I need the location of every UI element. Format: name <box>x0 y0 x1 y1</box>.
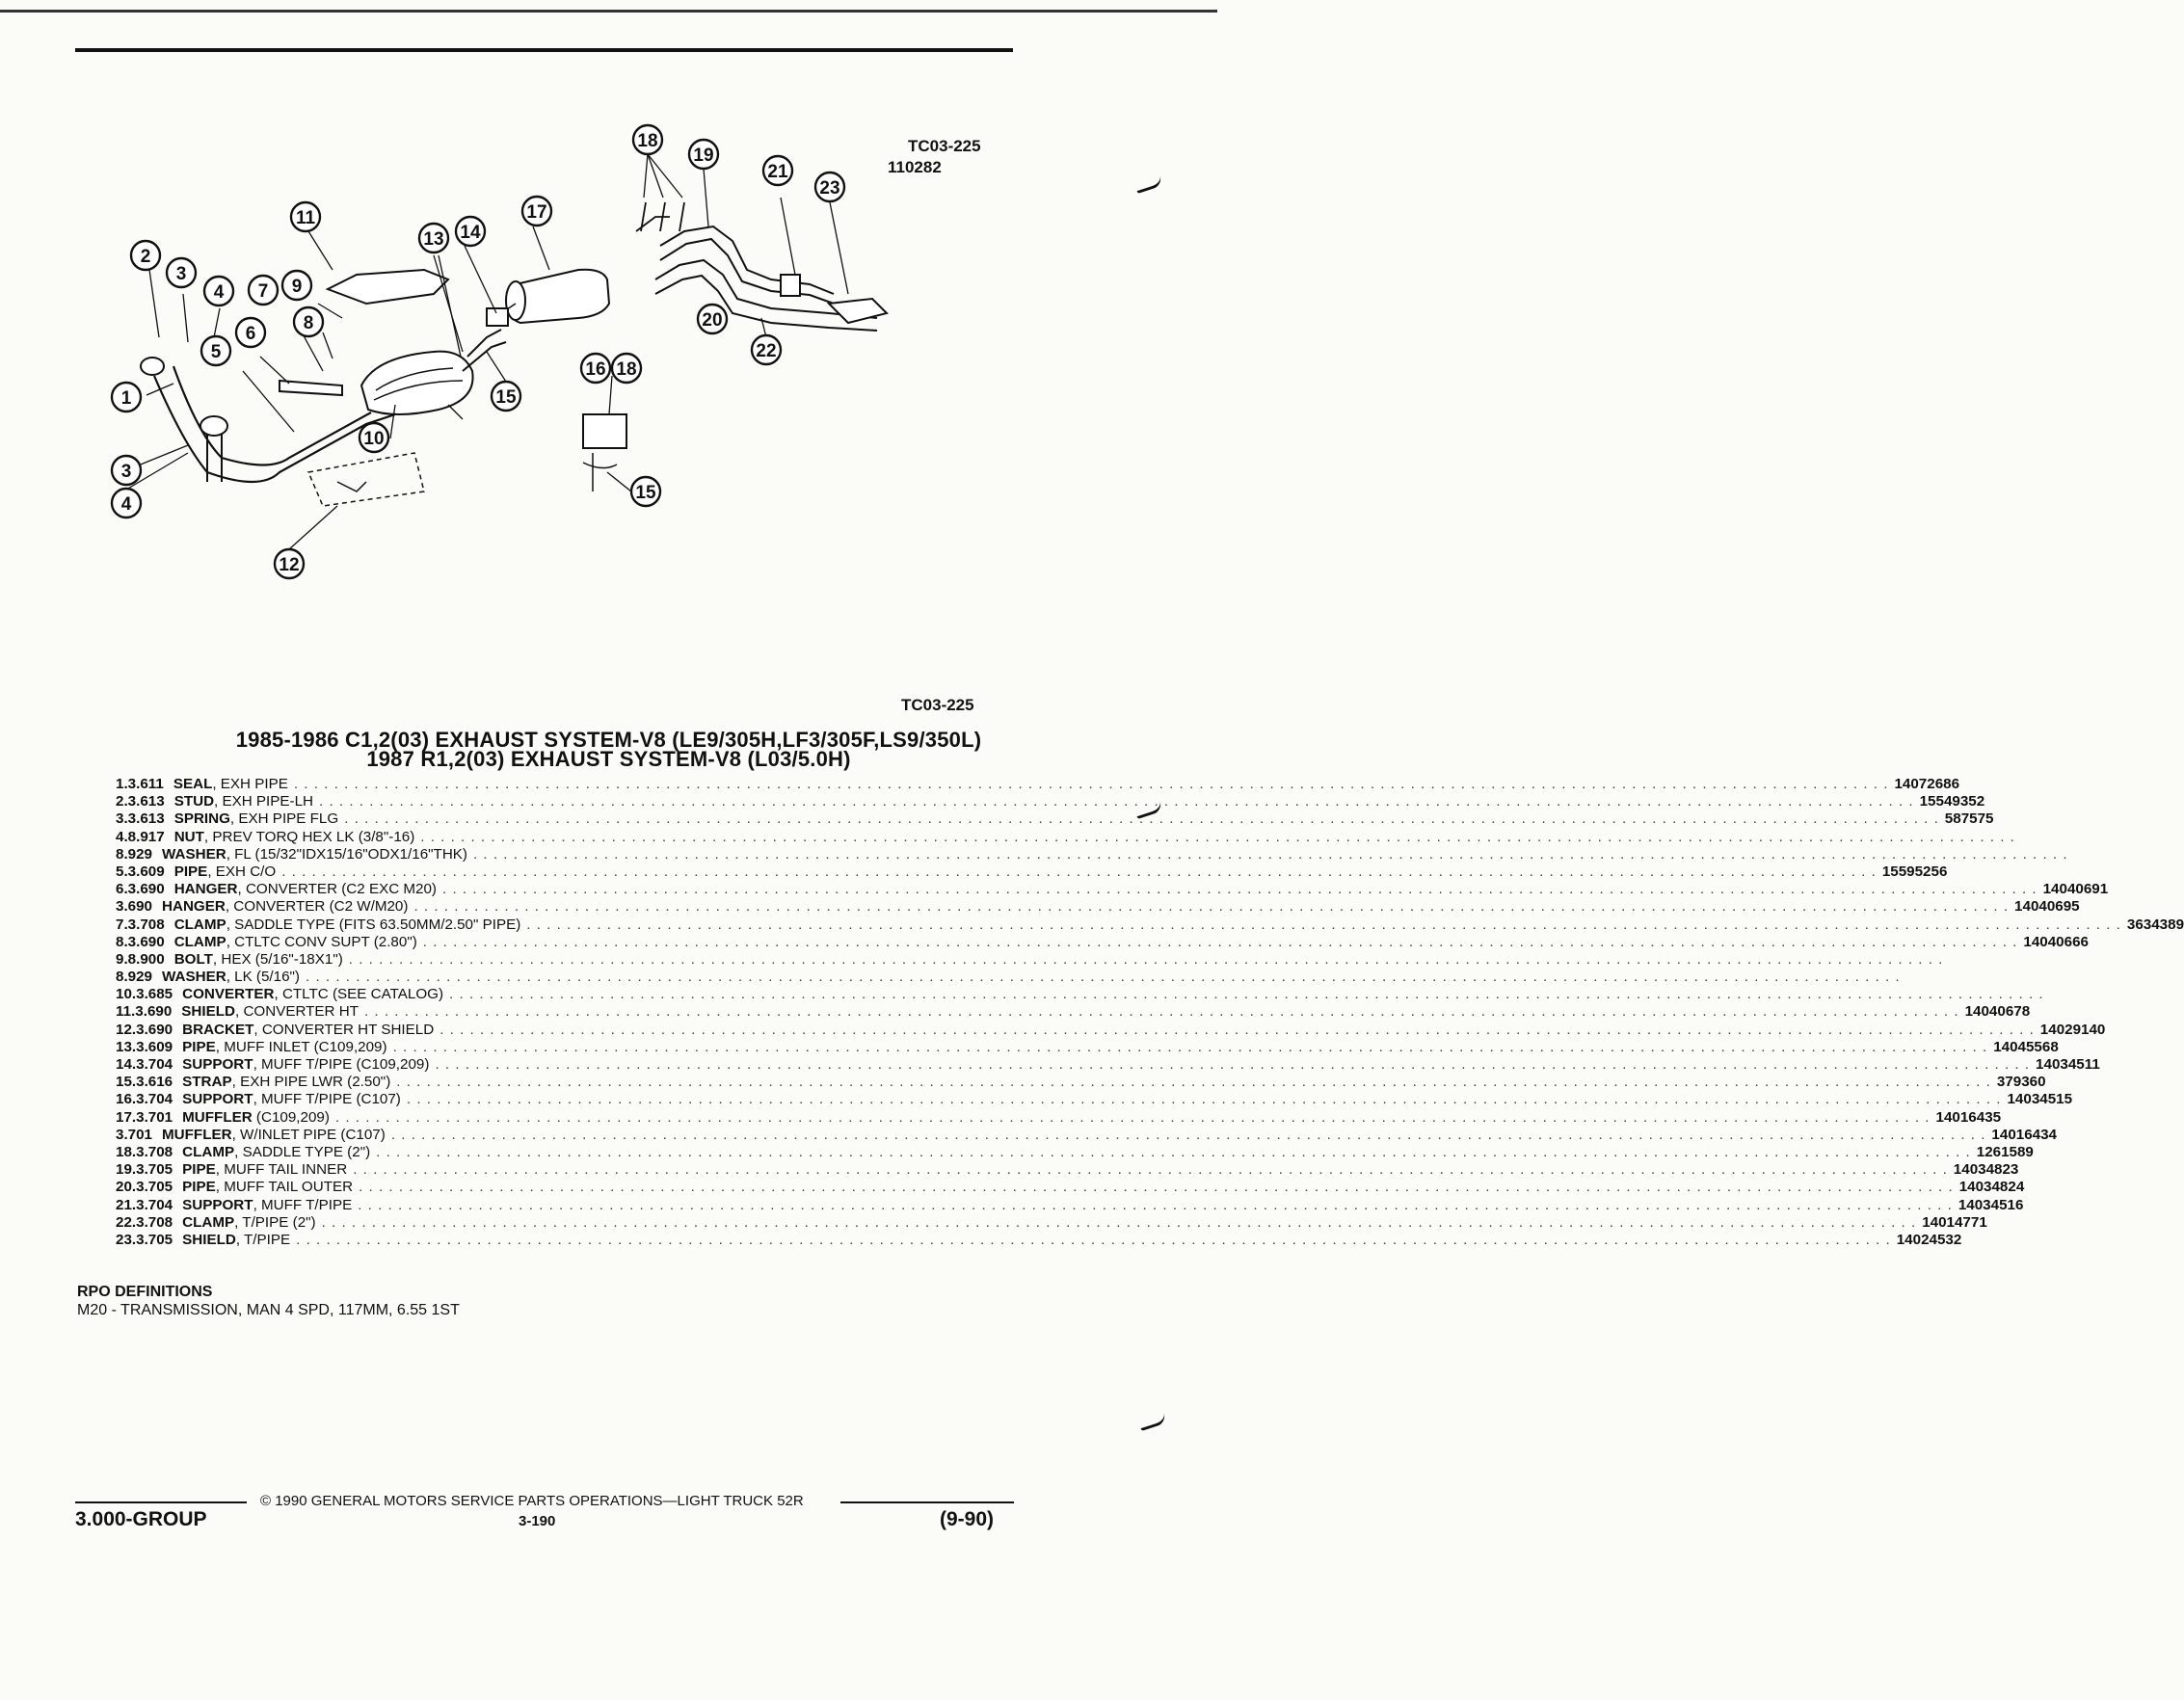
part-detail: , W/INLET PIPE (C107) <box>231 1126 386 1143</box>
svg-text:18: 18 <box>616 359 637 380</box>
item-number: 18. <box>116 1143 137 1160</box>
item-number: 11. <box>116 1003 136 1021</box>
part-row <box>116 898 2080 916</box>
callout-19 <box>689 140 718 169</box>
group-number: 3.701 <box>136 1108 173 1126</box>
leader-dots <box>313 793 1920 810</box>
part-description <box>173 776 288 793</box>
part-number: 14034824 <box>1958 1179 2025 1196</box>
part-name: SHIELD <box>181 1003 235 1021</box>
part-detail: (C109,209) <box>252 1108 330 1126</box>
callout-7-top <box>249 276 278 305</box>
callout-18-top <box>633 125 662 154</box>
saddle-clamp-18 <box>636 202 684 231</box>
part-description <box>162 1127 386 1144</box>
part-name: CLAMP <box>173 933 226 950</box>
part-detail: , MUFF T/PIPE (C107) <box>253 1091 401 1108</box>
group-number: 8.929 <box>116 845 153 863</box>
group-number: 3.609 <box>136 1038 173 1055</box>
part-name: NUT <box>173 828 204 845</box>
part-detail: , MUFF TAIL INNER <box>215 1161 348 1179</box>
part-name: BRACKET <box>182 1021 254 1038</box>
part-row <box>116 933 2089 951</box>
part-detail: , CTLTC (SEE CATALOG) <box>274 986 444 1003</box>
part-row <box>116 969 1020 986</box>
catalog-title-2: 1987 R1,2(03) EXHAUST SYSTEM-V8 (L03/5.0H) <box>366 747 851 771</box>
part-name: SHIELD <box>182 1231 236 1248</box>
part-number: 14029140 <box>2039 1021 2106 1038</box>
part-description <box>182 1109 330 1127</box>
part-name: CLAMP <box>182 1213 235 1231</box>
group-number: 3.704 <box>136 1196 173 1213</box>
part-name: PIPE <box>173 863 208 880</box>
part-description <box>182 1232 290 1249</box>
part-detail: , CONVERTER (C2 EXC M20) <box>237 881 437 898</box>
group-number: 8.917 <box>127 828 165 845</box>
item-number: 21. <box>116 1196 137 1213</box>
part-description <box>182 1214 315 1232</box>
svg-text:17: 17 <box>526 202 547 223</box>
part-name: BOLT <box>173 950 213 968</box>
muffler-inlet-pipe <box>463 330 506 371</box>
callout-12 <box>275 549 304 578</box>
group-number: 3.609 <box>127 863 165 880</box>
callout-23 <box>815 173 844 201</box>
part-number: 587575 <box>1944 810 1994 828</box>
part-name: HANGER <box>162 898 226 916</box>
part-number: 14024532 <box>1896 1231 1962 1248</box>
callout-14 <box>456 217 485 246</box>
leader-dots <box>417 934 2024 951</box>
svg-text:3: 3 <box>175 264 187 284</box>
group-number: 3.704 <box>136 1091 173 1108</box>
svg-text:7: 7 <box>257 281 269 302</box>
figure-date-code: 110282 <box>888 158 942 176</box>
part-description <box>174 881 437 898</box>
svg-text:2: 2 <box>140 247 151 267</box>
part-description <box>174 916 521 934</box>
part-description <box>182 1161 347 1179</box>
part-detail: , CONVERTER HT <box>235 1003 359 1021</box>
svg-text:20: 20 <box>702 310 723 331</box>
part-description <box>182 1056 429 1074</box>
part-detail: , EXH PIPE LWR (2.50") <box>231 1074 391 1091</box>
part-number: 14040695 <box>2014 898 2080 916</box>
svg-text:4: 4 <box>213 282 225 303</box>
part-description <box>174 829 415 846</box>
part-name: CONVERTER <box>182 986 275 1003</box>
part-detail: , PREV TORQ HEX LK (3/8"-16) <box>203 828 415 845</box>
item-number: 4. <box>116 828 128 845</box>
part-detail: , FL (15/32"IDX15/16"ODX1/16"THK) <box>226 845 467 863</box>
group-number: 3.705 <box>136 1161 173 1179</box>
item-number: 5. <box>116 863 128 880</box>
part-row <box>116 1126 2057 1144</box>
part-number: 15549352 <box>1919 793 1985 810</box>
leader-dots <box>520 916 2127 934</box>
item-number: 23. <box>116 1231 137 1248</box>
callout-4-bottom <box>112 489 141 518</box>
svg-text:1: 1 <box>120 388 132 409</box>
leader-dots <box>429 1056 2036 1074</box>
part-row <box>116 810 1994 828</box>
svg-text:6: 6 <box>245 324 256 344</box>
part-description <box>182 986 443 1003</box>
part-name: MUFFLER <box>182 1108 253 1126</box>
part-name: CLAMP <box>173 916 226 933</box>
part-number: 14034515 <box>2007 1091 2073 1108</box>
callout-4-top <box>204 277 233 305</box>
group-number: 3.690 <box>136 1021 173 1038</box>
part-row <box>116 1038 2059 1056</box>
part-row <box>116 1074 2046 1091</box>
part-description <box>182 1022 434 1039</box>
part-detail: , CONVERTER HT SHIELD <box>253 1021 435 1038</box>
item-number: 1. <box>116 776 128 792</box>
group-number: 3.705 <box>136 1179 173 1196</box>
leader-dots <box>387 1039 1994 1056</box>
part-row <box>116 1143 2034 1161</box>
svg-text:3: 3 <box>120 462 132 482</box>
part-name: SPRING <box>173 810 230 828</box>
part-description <box>182 1179 353 1196</box>
part-detail: , EXH PIPE FLG <box>229 810 339 828</box>
leader-dots <box>276 863 1882 881</box>
svg-text:19: 19 <box>693 146 714 166</box>
leader-dots <box>330 1109 1936 1127</box>
converter-heat-shield <box>328 270 448 304</box>
part-description <box>174 863 277 881</box>
item-number: 2. <box>116 793 128 810</box>
leader-dots <box>467 846 2074 863</box>
part-row <box>116 951 1020 969</box>
part-number: 3634389 <box>2126 916 2184 933</box>
callout-5 <box>201 336 230 365</box>
part-row <box>116 793 1985 810</box>
part-name: SEAL <box>173 776 213 792</box>
part-name: PIPE <box>182 1161 216 1179</box>
callout-15-bottom <box>631 477 660 506</box>
item-number: 20. <box>116 1179 137 1196</box>
part-name: MUFFLER <box>162 1126 232 1143</box>
callout-8 <box>294 307 323 336</box>
part-description <box>181 1003 359 1021</box>
part-description <box>162 898 408 916</box>
part-row <box>116 1056 2100 1074</box>
leader-dots <box>353 1179 1959 1196</box>
part-detail: , MUFF INLET (C109,209) <box>215 1038 387 1055</box>
leader-dots <box>408 898 2014 916</box>
part-number: 14014771 <box>1922 1213 1987 1231</box>
item-number: 10. <box>116 986 137 1003</box>
leader-dots <box>300 969 1906 986</box>
item-number: 12. <box>116 1021 137 1038</box>
part-description <box>182 1197 352 1214</box>
part-number: 14034823 <box>1953 1161 2019 1179</box>
part-name: CLAMP <box>182 1143 235 1160</box>
leader-dots <box>352 1197 1958 1214</box>
leader-dots <box>390 1074 1997 1091</box>
part-name: SUPPORT <box>182 1056 253 1073</box>
callout-13 <box>419 224 448 252</box>
part-detail: , SADDLE TYPE (2") <box>234 1143 371 1160</box>
footer-page-number: 3-190 <box>519 1513 556 1529</box>
svg-text:16: 16 <box>585 359 606 380</box>
group-number: 3.708 <box>127 916 165 933</box>
group-number: 3.701 <box>116 1126 153 1143</box>
part-name: STRAP <box>182 1074 232 1091</box>
leader-dots <box>414 829 2021 846</box>
leader-dots <box>434 1022 2040 1039</box>
part-detail: , EXH PIPE-LH <box>214 793 313 810</box>
part-detail: , CONVERTER (C2 W/M20) <box>225 898 409 916</box>
rpo-heading: RPO DEFINITIONS <box>77 1284 213 1300</box>
group-number: 3.685 <box>136 986 173 1003</box>
group-number: 8.900 <box>127 950 165 968</box>
footer-group: 3.000-GROUP <box>75 1508 207 1530</box>
item-number: 19. <box>116 1161 137 1179</box>
item-number: 14. <box>116 1056 137 1073</box>
svg-text:4: 4 <box>120 494 132 515</box>
part-detail: , LK (5/16") <box>226 969 300 986</box>
leader-dots <box>370 1144 1977 1161</box>
item-number: 6. <box>116 881 128 898</box>
group-number: 3.708 <box>136 1213 173 1231</box>
part-name: WASHER <box>162 969 226 986</box>
svg-text:5: 5 <box>210 342 222 362</box>
callout-21 <box>763 156 792 185</box>
part-description <box>174 951 343 969</box>
group-number: 3.690 <box>116 898 153 916</box>
heat-shield-bracket <box>308 453 424 506</box>
svg-text:14: 14 <box>460 223 481 243</box>
item-number: 7. <box>116 916 128 933</box>
svg-text:21: 21 <box>767 162 788 182</box>
part-detail: , MUFF TAIL OUTER <box>215 1179 354 1196</box>
part-row <box>116 1213 1987 1232</box>
part-name: SUPPORT <box>182 1196 253 1213</box>
part-name: STUD <box>173 793 215 810</box>
part-number: 14040691 <box>2042 881 2109 898</box>
pipe-flange-right <box>200 416 227 436</box>
part-row <box>116 1161 2019 1179</box>
catalytic-converter <box>361 352 473 414</box>
part-name: PIPE <box>182 1038 216 1055</box>
leader-dots <box>288 776 1895 793</box>
part-description <box>182 1091 401 1108</box>
rpo-definition: M20 - TRANSMISSION, MAN 4 SPD, 117MM, 6.55 1ST <box>77 1302 460 1318</box>
group-number: 3.613 <box>127 810 165 828</box>
copyright-line: © 1990 GENERAL MOTORS SERVICE PARTS OPERATIONS—LIGHT TRUCK 52R <box>260 1493 804 1509</box>
callout-20 <box>698 305 727 333</box>
part-row <box>116 1091 2073 1108</box>
part-detail: , EXH PIPE <box>212 776 288 792</box>
leader-dots <box>401 1091 2008 1108</box>
item-number: 22. <box>116 1213 137 1231</box>
part-description <box>162 846 467 863</box>
margin-mark <box>1134 175 1163 194</box>
svg-text:15: 15 <box>495 387 517 408</box>
catalog-title-1: 1985-1986 C1,2(03) EXHAUST SYSTEM-V8 (LE9/305H,LF3/305F,LS9/350L) <box>235 728 982 752</box>
part-detail: , CTLTC CONV SUPT (2.80") <box>226 933 417 950</box>
item-number: 17. <box>116 1108 137 1126</box>
part-number: 14040678 <box>1964 1003 2031 1021</box>
part-row <box>116 863 1948 881</box>
callout-15-mid <box>492 382 520 411</box>
exhaust-crossover-pipe <box>154 366 395 482</box>
part-number: 15595256 <box>1881 863 1948 880</box>
part-number: 14016435 <box>1935 1108 2002 1126</box>
group-number: 8.929 <box>116 969 153 986</box>
part-detail: , HEX (5/16"-18X1") <box>212 950 343 968</box>
group-number: 3.690 <box>127 933 165 950</box>
callout-10 <box>360 423 388 452</box>
group-number: 3.708 <box>136 1143 173 1160</box>
part-detail: , MUFF T/PIPE <box>253 1196 353 1213</box>
part-detail: , SADDLE TYPE (FITS 63.50MM/2.50" PIPE) <box>226 916 521 933</box>
part-number: 14034516 <box>1958 1196 2024 1213</box>
top-edge-rule <box>0 10 1217 13</box>
part-row <box>116 1231 1962 1249</box>
part-row <box>116 776 1960 793</box>
svg-text:12: 12 <box>279 555 300 575</box>
part-number: 14072686 <box>1894 776 1960 792</box>
part-description <box>174 793 313 810</box>
leader-dots <box>347 1161 1954 1179</box>
footer-rule-right <box>840 1501 1014 1503</box>
item-number: 15. <box>116 1074 137 1091</box>
svg-text:23: 23 <box>819 178 840 199</box>
part-description <box>182 1074 390 1091</box>
lower-exhaust-strap <box>583 453 617 491</box>
part-description <box>174 810 339 828</box>
part-row <box>116 1108 2002 1127</box>
pipe-flange-left <box>141 358 164 375</box>
part-name: PIPE <box>182 1179 216 1196</box>
part-row <box>116 829 1020 846</box>
header-rule <box>75 48 1013 52</box>
group-number: 3.705 <box>136 1231 173 1248</box>
tailpipe-shield <box>829 299 887 323</box>
callout-9 <box>282 271 311 300</box>
part-row <box>116 846 1020 863</box>
part-description <box>162 969 300 986</box>
margin-mark <box>1138 1413 1167 1431</box>
callout-3-bottom <box>112 456 141 485</box>
part-name: WASHER <box>162 845 226 863</box>
leader-dots <box>443 986 2050 1003</box>
part-number: 14034511 <box>2036 1056 2100 1073</box>
callout-17 <box>522 197 551 226</box>
svg-text:22: 22 <box>756 341 777 361</box>
parts-list <box>116 776 2184 1249</box>
svg-text:8: 8 <box>303 313 314 333</box>
part-number: 14016434 <box>1991 1126 2057 1143</box>
part-number: 14045568 <box>1993 1038 2059 1055</box>
svg-text:11: 11 <box>295 208 316 228</box>
tail-pipe-inner <box>660 226 834 304</box>
part-row <box>116 986 1020 1003</box>
callout-2 <box>131 241 160 270</box>
part-number: 1261589 <box>1976 1143 2034 1160</box>
footer-date: (9-90) <box>940 1508 995 1530</box>
rpo-definitions <box>77 1283 460 1319</box>
part-row <box>116 1021 2106 1039</box>
part-description <box>174 934 417 951</box>
part-name: HANGER <box>173 881 238 898</box>
item-number: 9. <box>116 950 128 968</box>
group-number: 3.611 <box>127 776 164 792</box>
svg-text:9: 9 <box>291 277 303 297</box>
group-number: 3.690 <box>127 881 165 898</box>
callout-16 <box>581 354 610 383</box>
part-row <box>116 916 2184 934</box>
part-detail: , T/PIPE (2") <box>234 1213 316 1231</box>
part-row <box>116 1003 2031 1021</box>
part-detail: , T/PIPE <box>235 1231 291 1248</box>
part-number: 14040666 <box>2023 933 2089 950</box>
figure-caption-code: TC03-225 <box>901 696 974 714</box>
callout-6 <box>236 318 265 347</box>
part-row <box>116 1179 2025 1196</box>
part-detail: , MUFF T/PIPE (C109,209) <box>253 1056 430 1073</box>
svg-text:18: 18 <box>637 131 658 151</box>
part-detail: , EXH C/O <box>207 863 277 880</box>
callout-3-top <box>167 258 196 287</box>
leader-dots <box>316 1214 1923 1232</box>
item-number: 3. <box>116 810 128 828</box>
part-description <box>182 1144 370 1161</box>
part-number: 379360 <box>1996 1074 2046 1091</box>
group-number: 3.690 <box>135 1003 173 1021</box>
footer-rule-left <box>75 1501 247 1503</box>
callout-22 <box>752 335 781 364</box>
item-number: 13. <box>116 1038 137 1055</box>
group-number: 3.613 <box>127 793 165 810</box>
svg-text:13: 13 <box>423 229 444 250</box>
group-number: 3.616 <box>136 1074 173 1091</box>
callout-leaders <box>126 154 848 549</box>
leader-dots <box>290 1232 1897 1249</box>
muffler-support <box>487 308 508 326</box>
svg-text:15: 15 <box>635 483 656 503</box>
callout-18-bottom <box>612 354 641 383</box>
figure-code: TC03-225 <box>908 137 981 155</box>
group-number: 3.704 <box>136 1056 173 1073</box>
part-name: SUPPORT <box>182 1091 253 1108</box>
part-row <box>116 1196 2024 1214</box>
leader-dots <box>437 881 2043 898</box>
exhaust-system-diagram <box>116 125 1022 646</box>
lower-muffler-support <box>583 414 626 448</box>
leader-dots <box>343 951 1950 969</box>
leader-dots <box>359 1003 1965 1021</box>
part-description <box>182 1039 386 1056</box>
callout-1 <box>112 383 141 412</box>
tailpipe-support <box>781 275 800 296</box>
svg-text:10: 10 <box>363 429 385 449</box>
leader-dots <box>386 1127 1992 1144</box>
item-number: 8. <box>116 933 128 950</box>
part-row <box>116 881 2109 898</box>
callout-11 <box>291 202 320 231</box>
item-number: 16. <box>116 1091 137 1108</box>
